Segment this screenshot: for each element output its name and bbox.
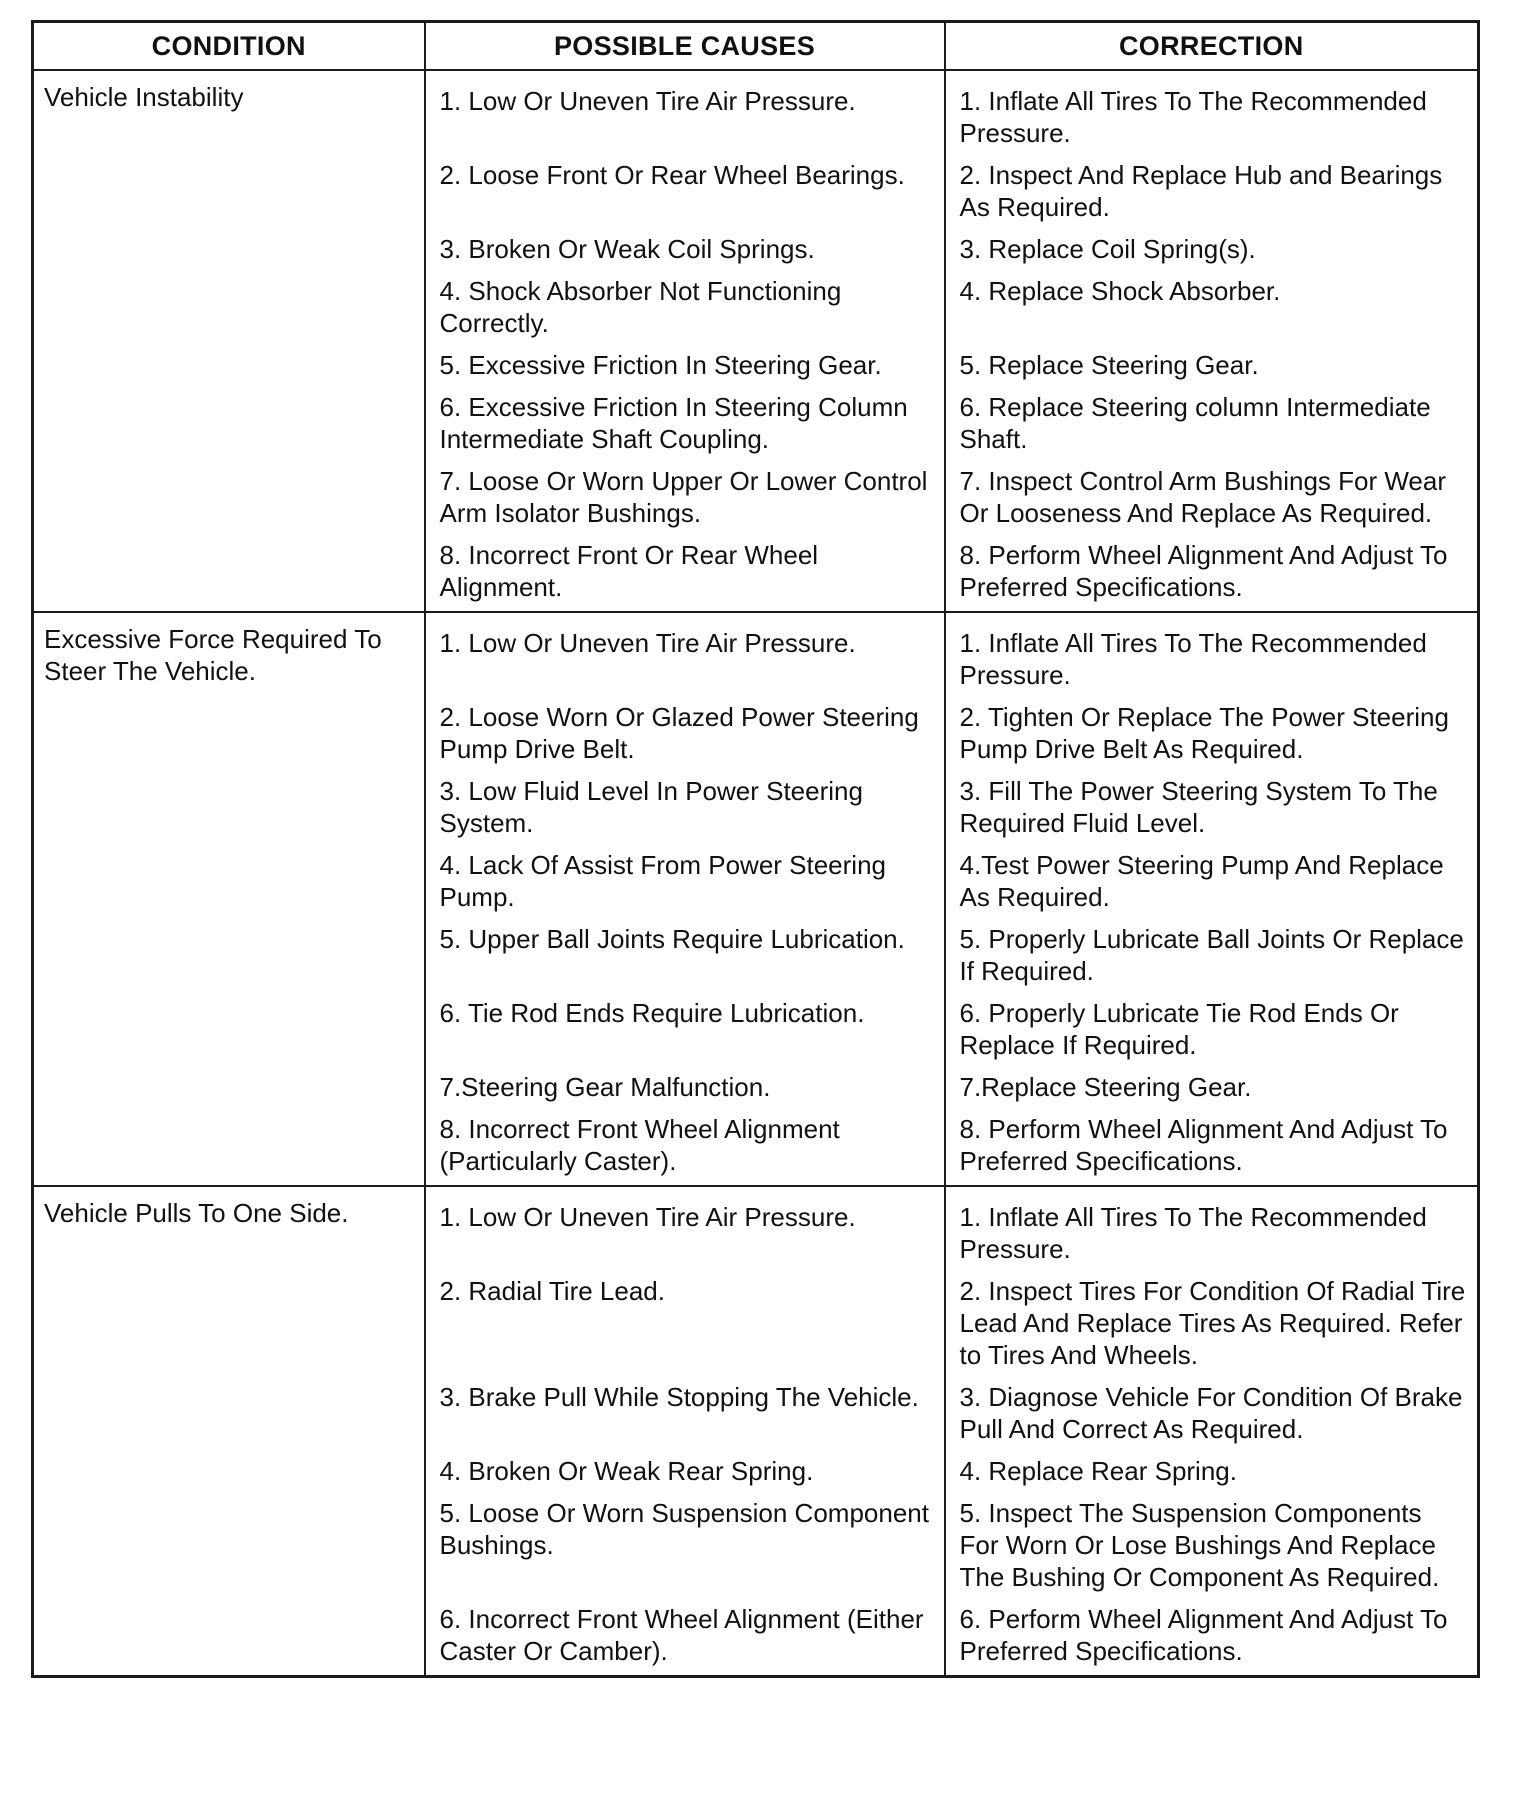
correction-cell: 7.Replace Steering Gear.	[945, 1066, 1479, 1108]
correction-cell: 6. Perform Wheel Alignment And Adjust To Preferred Specifications.	[945, 1598, 1479, 1677]
header-condition: CONDITION	[33, 22, 425, 71]
possible-cause-cell: 6. Incorrect Front Wheel Alignment (Either Caster Or Camber).	[425, 1598, 945, 1677]
condition-cell: Excessive Force Required To Steer The Vehicle.	[33, 612, 425, 1186]
correction-cell: 5. Properly Lubricate Ball Joints Or Replace If Required.	[945, 918, 1479, 992]
possible-cause-cell: 2. Radial Tire Lead.	[425, 1270, 945, 1376]
possible-cause-cell: 6. Excessive Friction In Steering Column Intermediate Shaft Coupling.	[425, 386, 945, 460]
correction-cell: 8. Perform Wheel Alignment And Adjust To Preferred Specifications.	[945, 534, 1479, 612]
possible-cause-cell: 3. Brake Pull While Stopping The Vehicle.	[425, 1376, 945, 1450]
table-row	[33, 612, 1479, 696]
correction-cell: 3. Replace Coil Spring(s).	[945, 228, 1479, 270]
possible-cause-cell: 3. Low Fluid Level In Power Steering System.	[425, 770, 945, 844]
diagnosis-table	[31, 20, 1480, 1678]
correction-cell: 6. Properly Lubricate Tie Rod Ends Or Replace If Required.	[945, 992, 1479, 1066]
possible-cause-cell: 8. Incorrect Front Wheel Alignment (Particularly Caster).	[425, 1108, 945, 1186]
table-row	[33, 70, 1479, 154]
header-row	[33, 22, 1479, 71]
possible-cause-cell: 2. Loose Front Or Rear Wheel Bearings.	[425, 154, 945, 228]
correction-cell: 2. Tighten Or Replace The Power Steering Pump Drive Belt As Required.	[945, 696, 1479, 770]
correction-cell: 2. Inspect And Replace Hub and Bearings As Required.	[945, 154, 1479, 228]
correction-cell: 6. Replace Steering column Intermediate Shaft.	[945, 386, 1479, 460]
possible-cause-cell: 4. Broken Or Weak Rear Spring.	[425, 1450, 945, 1492]
possible-cause-cell: 1. Low Or Uneven Tire Air Pressure.	[425, 70, 945, 154]
correction-cell: 7. Inspect Control Arm Bushings For Wear Or Looseness And Replace As Required.	[945, 460, 1479, 534]
correction-cell: 5. Inspect The Suspension Components For Worn Or Lose Bushings And Replace The Bushing Or Component As Required.	[945, 1492, 1479, 1598]
condition-cell: Vehicle Instability	[33, 70, 425, 612]
possible-cause-cell: 7.Steering Gear Malfunction.	[425, 1066, 945, 1108]
possible-cause-cell: 4. Shock Absorber Not Functioning Correctly.	[425, 270, 945, 344]
correction-cell: 8. Perform Wheel Alignment And Adjust To Preferred Specifications.	[945, 1108, 1479, 1186]
possible-cause-cell: 3. Broken Or Weak Coil Springs.	[425, 228, 945, 270]
correction-cell: 3. Diagnose Vehicle For Condition Of Brake Pull And Correct As Required.	[945, 1376, 1479, 1450]
correction-cell: 3. Fill The Power Steering System To The Required Fluid Level.	[945, 770, 1479, 844]
possible-cause-cell: 5. Excessive Friction In Steering Gear.	[425, 344, 945, 386]
possible-cause-cell: 4. Lack Of Assist From Power Steering Pump.	[425, 844, 945, 918]
table-row	[33, 1186, 1479, 1270]
header-correction: CORRECTION	[945, 22, 1479, 71]
correction-cell: 1. Inflate All Tires To The Recommended Pressure.	[945, 1186, 1479, 1270]
possible-cause-cell: 5. Upper Ball Joints Require Lubrication.	[425, 918, 945, 992]
correction-cell: 5. Replace Steering Gear.	[945, 344, 1479, 386]
possible-cause-cell: 1. Low Or Uneven Tire Air Pressure.	[425, 1186, 945, 1270]
possible-cause-cell: 5. Loose Or Worn Suspension Component Bushings.	[425, 1492, 945, 1598]
correction-cell: 4. Replace Rear Spring.	[945, 1450, 1479, 1492]
possible-cause-cell: 7. Loose Or Worn Upper Or Lower Control Arm Isolator Bushings.	[425, 460, 945, 534]
possible-cause-cell: 6. Tie Rod Ends Require Lubrication.	[425, 992, 945, 1066]
condition-cell: Vehicle Pulls To One Side.	[33, 1186, 425, 1677]
possible-cause-cell: 8. Incorrect Front Or Rear Wheel Alignment.	[425, 534, 945, 612]
table-header	[33, 22, 1479, 71]
correction-cell: 4.Test Power Steering Pump And Replace As Required.	[945, 844, 1479, 918]
header-possible-causes: POSSIBLE CAUSES	[425, 22, 945, 71]
possible-cause-cell: 1. Low Or Uneven Tire Air Pressure.	[425, 612, 945, 696]
table-body	[33, 70, 1479, 1677]
correction-cell: 4. Replace Shock Absorber.	[945, 270, 1479, 344]
correction-cell: 1. Inflate All Tires To The Recommended Pressure.	[945, 70, 1479, 154]
possible-cause-cell: 2. Loose Worn Or Glazed Power Steering Pump Drive Belt.	[425, 696, 945, 770]
correction-cell: 2. Inspect Tires For Condition Of Radial Tire Lead And Replace Tires As Required. Refer to Tires And Wheels.	[945, 1270, 1479, 1376]
correction-cell: 1. Inflate All Tires To The Recommended Pressure.	[945, 612, 1479, 696]
